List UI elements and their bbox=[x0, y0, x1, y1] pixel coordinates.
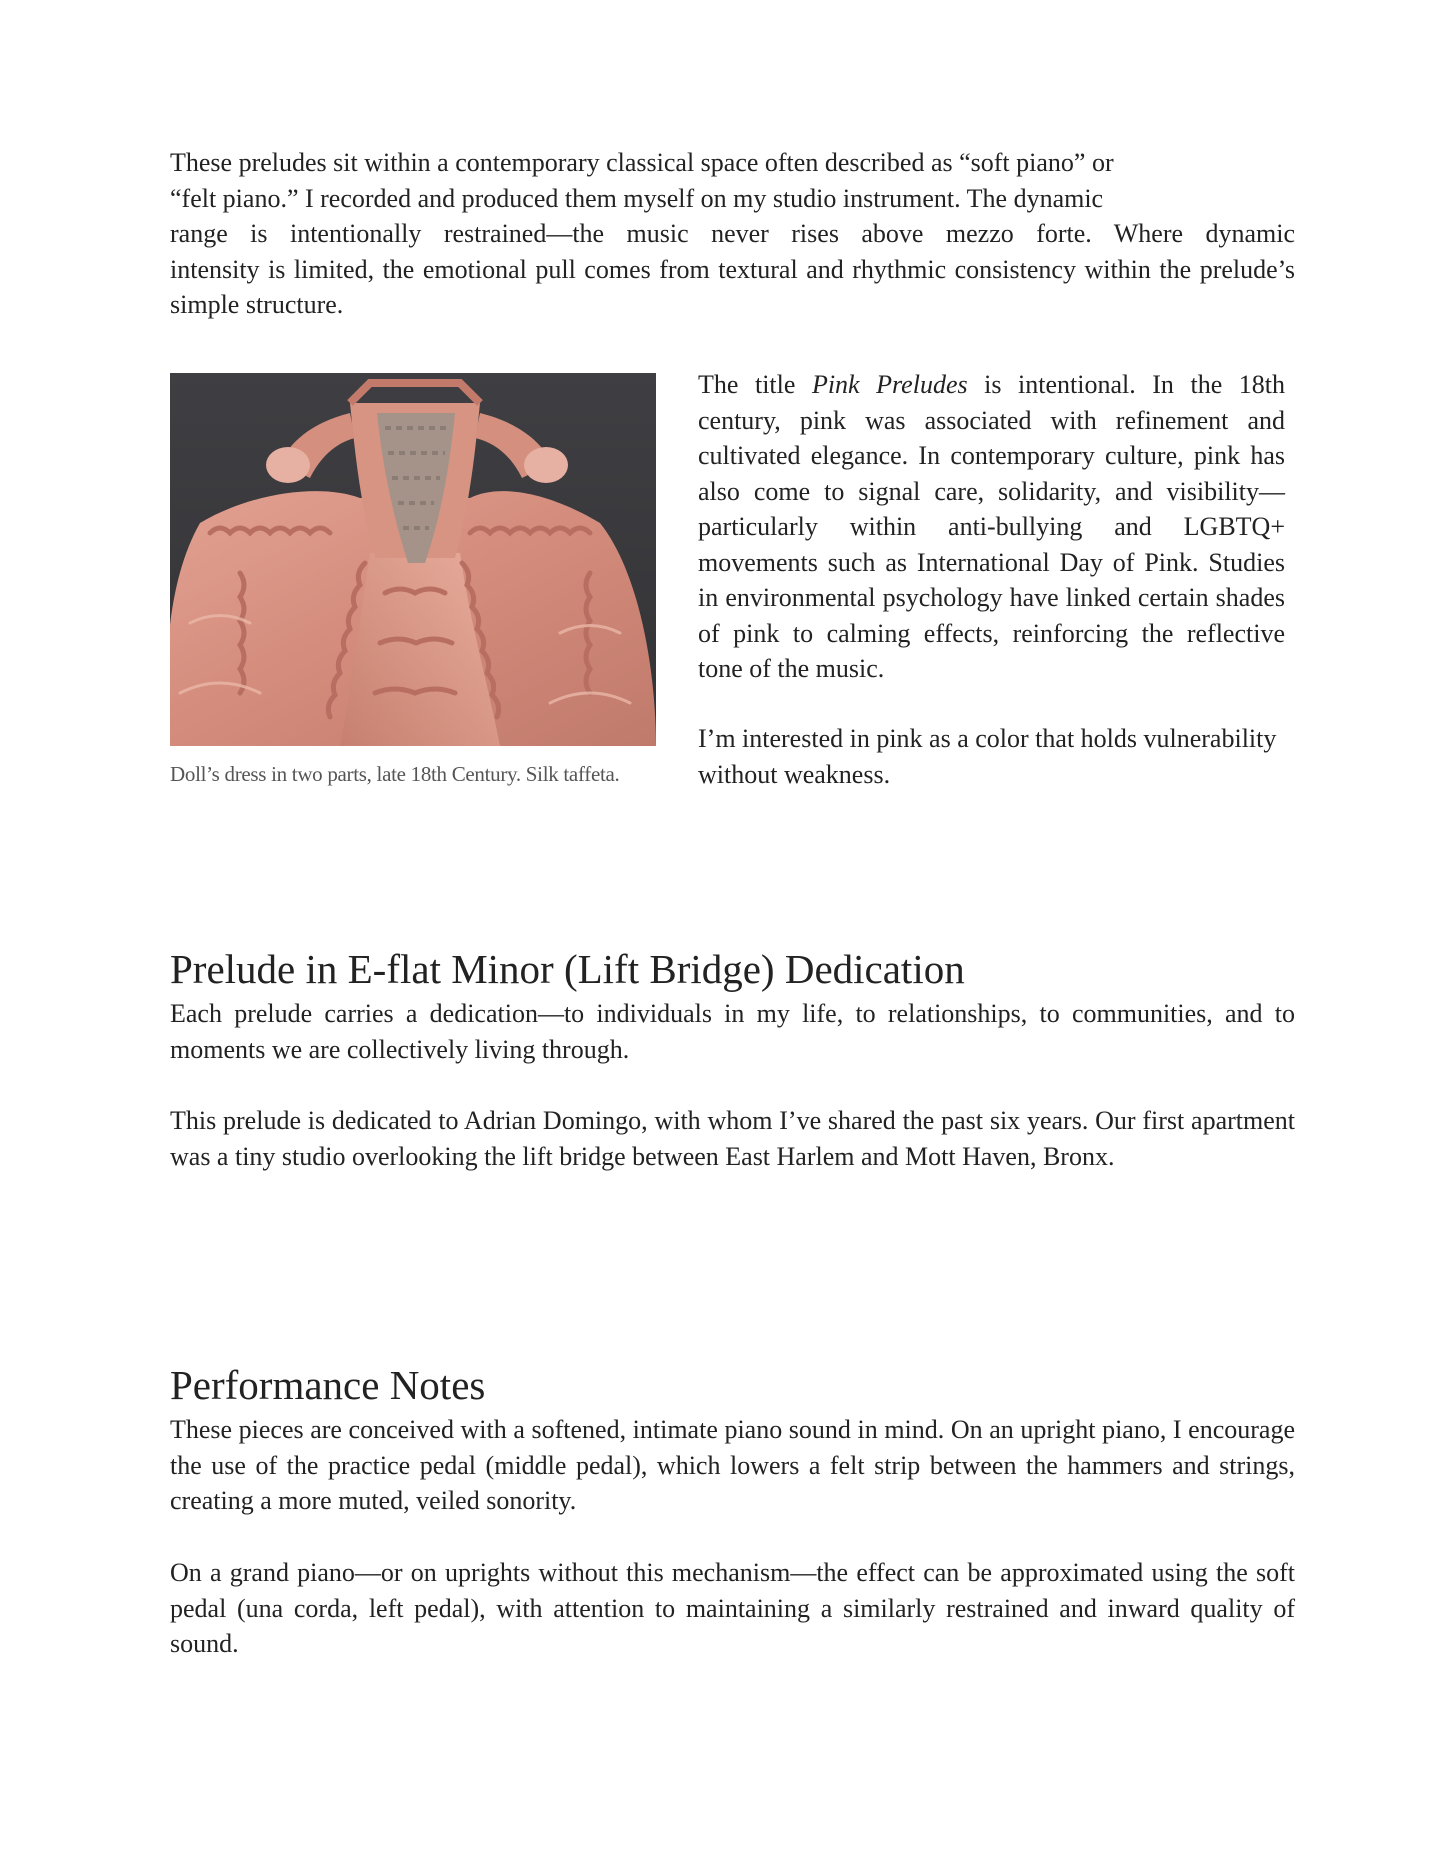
performance-paragraph-1: These pieces are conceived with a softened, intimate piano sound in mind. On an upright piano, I encourage the use of the practice pedal (middle pedal), which lowers a felt strip between the hammers and strings, creating a more muted, veiled sonority. bbox=[170, 1415, 1295, 1515]
album-title: Pink Preludes bbox=[811, 370, 968, 399]
dolls-dress-image bbox=[170, 373, 656, 746]
dedication-paragraph-2: This prelude is dedicated to Adrian Domingo, with whom I’ve shared the past six years. Our first apartment was a tiny studio overlooking the lift bridge between East Harlem and Mott Haven, Bronx. bbox=[170, 1106, 1295, 1171]
side-p1-prefix: The title bbox=[698, 370, 812, 399]
performance-notes-heading: Performance Notes bbox=[170, 1362, 486, 1408]
intro-line-1: These preludes sit within a contemporary classical space often described as “soft piano” or bbox=[170, 148, 1114, 177]
performance-paragraph-2: On a grand piano—or on uprights without this mechanism—the effect can be approximated using the soft pedal (una corda, left pedal), with attention to maintaining a similarly restrained and inward quality of sound. bbox=[170, 1558, 1295, 1658]
dedication-paragraph-1: Each prelude carries a dedication—to individuals in my life, to relationships, to communities, and to moments we are collectively living through. bbox=[170, 999, 1295, 1064]
dress-figure bbox=[170, 373, 656, 787]
intro-line-2: “felt piano.” I recorded and produced them myself on my studio instrument. The dynamic bbox=[170, 183, 1104, 213]
pink-title-paragraph bbox=[698, 367, 1285, 687]
dedication-heading: Prelude in E-flat Minor (Lift Bridge) Dedication bbox=[170, 946, 965, 992]
figure-caption: Doll’s dress in two parts, late 18th Century. Silk taffeta. bbox=[170, 762, 620, 786]
intro-paragraph bbox=[170, 145, 1295, 323]
intro-line-3: range is intentionally restrained—the music never rises above mezzo forte. Where dynamic bbox=[170, 219, 1295, 248]
pink-vulnerability-paragraph: I’m interested in pink as a color that holds vulnerability without weakness. bbox=[698, 724, 1277, 789]
intro-rest: intensity is limited, the emotional pull comes from textural and rhythmic consistency within the prelude’s simple structure. bbox=[170, 254, 1295, 319]
side-p1-suffix: is intentional. In the 18th century, pink was associated with refinement and cultivated elegance. In contemporary culture, pink has also come to signal care, solidarity, and visibility—particularly within anti-bullying and LGBTQ+ movements such as International Day of Pink. Studies in environmental psychology have linked certain shades of pink to calming effects, reinforcing the reflective tone of the music. bbox=[698, 370, 1286, 683]
